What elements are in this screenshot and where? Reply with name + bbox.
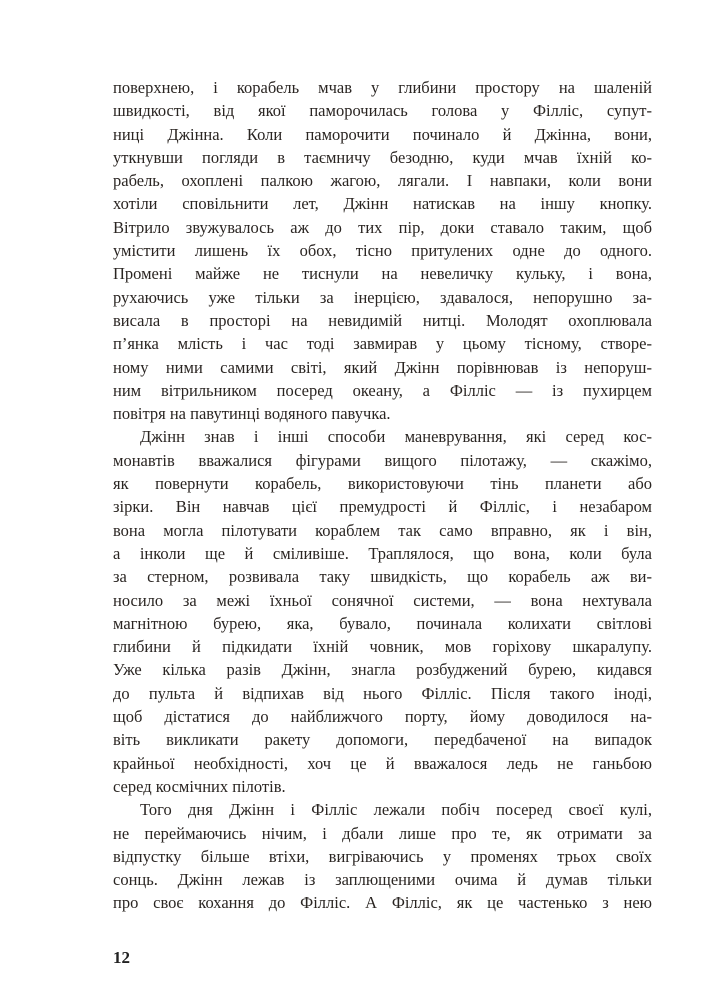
text-line: п’янка млість і час тоді завмирав у цьому тісному, створе- <box>113 334 652 354</box>
text-line: Промені майже не тиснули на невеличку кульку, і вона, <box>113 264 652 284</box>
text-line: вона могла пілотувати кораблем так само вправно, як і він, <box>113 520 652 540</box>
text-line: рабель, охоплені палкою жагою, лягали. І навпаки, коли вони <box>113 171 652 191</box>
page-number: 12 <box>113 948 130 967</box>
text-line: про своє кохання до Філліс. А Філліс, як це частенько з нею <box>113 893 652 913</box>
body-text <box>113 76 652 915</box>
text-line: серед космічних пілотів. <box>113 776 286 796</box>
text-line: хотіли сповільнити лет, Джінн натискав на іншу кнопку. <box>113 194 652 214</box>
text-line: Уже кілька разів Джінн, знагла розбуджений бурею, кидався <box>113 660 652 680</box>
text-line: Вітрило звужувалось аж до тих пір, доки ставало таким, щоб <box>113 217 652 237</box>
text-line: Того дня Джінн і Філліс лежали побіч посеред своєї кулі, <box>140 800 652 820</box>
text-line: умістити лишень їх обох, тісно притулених одне до одного. <box>113 241 652 261</box>
text-line: сонць. Джінн лежав із заплющеними очима й думав тільки <box>113 870 652 890</box>
text-line: носило за межі їхньої сонячної системи, — вона нехтувала <box>113 590 652 610</box>
text-line: щоб дістатися до найближчого порту, йому доводилося на- <box>113 707 652 727</box>
text-line: ному ними самими світі, який Джінн порівнював із непоруш- <box>113 357 652 377</box>
text-line: за стерном, розвивала таку швидкість, що корабель аж ви- <box>113 567 652 587</box>
text-line: магнітною бурею, яка, бувало, починала колихати світлові <box>113 613 652 633</box>
text-line: висала в просторі на невидимій нитці. Молодят охоплювала <box>113 310 652 330</box>
text-line: ним вітрильником посеред океану, а Філліс — із пухирцем <box>113 380 652 400</box>
text-line: глибини й підкидати їхній човник, мов горіхову шкаралупу. <box>113 637 652 657</box>
text-line: уткнувши погляди в таємничу безодню, куди мчав їхній ко- <box>113 147 652 167</box>
text-line: відпустку більше втіхи, вигріваючись у променях трьох своїх <box>113 846 652 866</box>
text-line: до пульта й відпихав від нього Філліс. Після такого іноді, <box>113 683 652 703</box>
text-line: ниці Джінна. Коли паморочити починало й Джінна, вони, <box>113 124 652 144</box>
text-line: крайньої необхідності, хоч це й вважалося ледь не ганьбою <box>113 753 652 773</box>
text-line: а інколи ще й сміливіше. Траплялося, що вона, коли була <box>113 543 652 563</box>
text-line: не переймаючись нічим, і дбали лише про те, як отримати за <box>113 823 652 843</box>
text-line: як повернути корабель, використовуючи тінь планети або <box>113 474 652 494</box>
text-line: зірки. Він навчав цієї премудрості й Філліс, і незабаром <box>113 497 652 517</box>
text-line: повітря на павутинці водяного павучка. <box>113 404 391 424</box>
text-line: швидкості, від якої паморочилась голова у Філліс, супут- <box>113 101 652 121</box>
text-line: віть викликати ракету допомоги, передбаченої на випадок <box>113 730 652 750</box>
text-line: монавтів вважалися фігурами вищого пілотажу, — скажімо, <box>113 450 652 470</box>
text-line: рухаючись уже тільки за інерцією, здавалося, непорушно за- <box>113 287 652 307</box>
text-line: поверхнею, і корабель мчав у глибини простору на шаленій <box>113 78 652 97</box>
text-line: Джінн знав і інші способи маневрування, які серед кос- <box>140 427 652 447</box>
